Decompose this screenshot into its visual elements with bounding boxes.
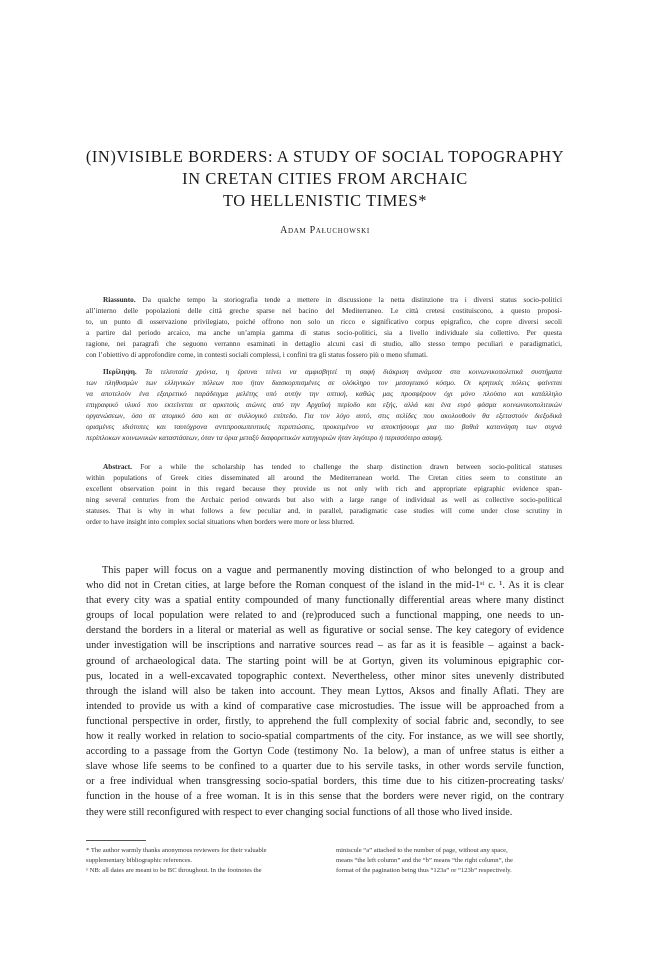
perilipsi-line: να αποτελούν ένα εξαιρετικό παράδειγμα μελέτης υπό αυτήν την οπτική, καθώς μας προσφέρουν όχι μόνο πλούσιο και κατάλληλο	[86, 389, 562, 398]
footnote-line: * The author warmly thanks anonymous reviewers for their valuable	[86, 847, 267, 854]
riassunto-line: all’interno delle popolazioni delle città greche sparse nel bacino del Mediterraneo. Le città cretesi costituiscono, a questo proposi-	[86, 306, 562, 315]
body-line: who did not in Cretan cities, at large before the Roman conquest of the island in the mid-1ˢᵗ c. ¹. As it is clear	[86, 580, 564, 592]
perilipsi-line: των πληθυσμών των ελληνικών πόλεων που ήταν διασκορπισμένες σε ολόκληρο τον μεσογειακό κόσμο. Οι κρητικές πόλεις φαίνεται	[86, 378, 562, 387]
riassunto-line: Riassunto. Da qualche tempo la storiografia tende a mettere in discussione la netta distinzione tra i diversi status socio-politici	[103, 295, 563, 304]
perilipsi-line: επιγραφικό υλικό που εκτείνεται σε αρκετούς αιώνες από την Αρχαϊκή περίοδο και εξής, αλλά και ένα ευρύ φάσμα κοινωνικοπολιτικών	[86, 400, 562, 409]
title-line-3: TO HELLENISTIC TIMES*	[222, 191, 428, 210]
perilipsi-line: οργανώσεων, όσο σε ατομικό όσο και σε συλλογικό επίπεδο. Για τον λόγο αυτό, στις σελίδες που ακολουθούν θα εξεταστούν διεξοδικά	[86, 411, 562, 420]
riassunto-label: Riassunto.	[103, 295, 136, 304]
author-name: Adam Pałuchowski	[280, 225, 370, 236]
footnote-line: format of the pagination being thus “123a” or “123b” respectively.	[336, 867, 512, 874]
footnotes-right-column	[336, 846, 564, 876]
paper-title	[40, 146, 610, 212]
body-line: slave whose life seems to be confined to a quarter due to his servile tasks, in other words servile function,	[86, 761, 564, 773]
body-line: how it really worked in relation to socio-spatial compartments of the city. For instance, as we will see shortly,	[86, 731, 564, 743]
abstract-line: within populations of Greek cities disseminated all around the Mediterranean world. The Cretan cities seem to constitute an	[86, 473, 562, 482]
abstract-line: excellent observation point in this regard because they provide us not only with rich and appropriate epigraphic evidence span-	[86, 484, 562, 493]
riassunto-line: ragione, nei paragrafi che seguono verranno esaminati in dettaglio alcuni casi di studio, allo stesso tempo peculiari e paradigmatici,	[86, 339, 562, 348]
abstract-line: ning several centuries from the Archaic period onwards but also with a large range of individual as well as collective socio-political	[86, 495, 562, 504]
body-paragraph	[86, 563, 564, 820]
footnote-line: miniscule “a” attached to the number of page, without any space,	[336, 847, 508, 854]
footnote-line: means “the left column” and the “b” means “the right column”, the	[336, 857, 513, 864]
body-line: that every city was a spatial entity compounded of many functionally differential areas where many distinct	[86, 595, 564, 607]
riassunto-line: con l’obiettivo di approfondire come, in contesti sociali complessi, i confini tra gli status fossero più o meno sfumati.	[86, 350, 428, 359]
body-line: through the island will also be taken into account. They mean Lyttos, Aksos and finally Aflati. They are	[86, 685, 564, 697]
footnote-line: supplementary bibliographic references.	[86, 857, 193, 864]
perilipsi-line: Περίληψη. Τα τελευταία χρόνια, η έρευνα τείνει να αμφισβητεί τη σαφή διάκριση ανάμεσα στα κοινωνικοπολιτικά συστήματα	[103, 367, 562, 376]
title-line-1: (IN)VISIBLE BORDERS: A STUDY OF SOCIAL TOPOGRAPHY	[85, 147, 565, 166]
body-line: according to a passage from the Gortyn Code (testimony No. 1a below), a man of unfree status is either a	[86, 746, 564, 758]
riassunto-line: to, un punto di osservazione privilegiato, poiché offrono non solo un ricco e significativo corpus epigrafico, che copre diversi secoli	[86, 317, 562, 326]
title-line-2: IN CRETAN CITIES FROM ARCHAIC	[182, 169, 468, 188]
perilipsi-block	[86, 366, 562, 443]
body-line: This paper will focus on a vague and permanently moving distinction of who belonged to a group and	[102, 565, 564, 576]
riassunto-block	[86, 294, 562, 360]
body-line: groups of local population were related to and (re)produced such a functional mapping, one needs to un-	[86, 610, 564, 622]
footnote-divider	[86, 840, 146, 841]
body-line: intended to provide us with a kind of comparative case microstudies. The issue will be approached from a	[86, 700, 564, 712]
body-line: under investigation will be inscriptions and narrative sources read – as far as it is feasible – against a back-	[86, 640, 564, 652]
perilipsi-label: Περίληψη.	[103, 367, 137, 376]
body-line: function in the house of a free woman. It is in this sense that the borders were never rigid, on the contrary	[86, 791, 564, 803]
perilipsi-line: περίπλοκων κοινωνικών καταστάσεων, όταν τα όρια μεταξύ διαφορετικών κατηγοριών ήταν λιγότερο ή περισσότερο ασαφή.	[86, 433, 443, 442]
footnote-line: ¹ NB: all dates are meant to be BC throughout. In the footnotes the	[86, 867, 262, 874]
abstract-line: order to have insight into complex social situations when borders were more or less blurred.	[86, 517, 355, 526]
abstract-block	[86, 461, 562, 527]
footnotes-left-column	[86, 846, 312, 876]
abstract-label: Abstract.	[103, 462, 132, 471]
riassunto-line: a partire dal periodo arcaico, ma anche un’ampia gamma di status socio-politici, sia a livello individuale sia collettivo. Per questa	[86, 328, 562, 337]
perilipsi-line: ορισμένες ιδιότυπες και ταυτόχρονα αντιπροσωπευτικές περιπτώσεις, προκειμένου να αποκτήσουμε μια πιο βαθιά κατανόηση των συχνά	[86, 422, 562, 431]
body-line: derstand the borders in a literal or material as well as figurative or social sense. The key category of evidence	[86, 625, 564, 637]
body-line: pus, located in a well-excavated topographic context. Nevertheless, other minor sites unevenly distributed	[86, 670, 564, 682]
body-line: or a free individual when transgressing socio-spatial borders, this time due to his citizen-procreating tasks/	[86, 776, 564, 788]
abstract-line: statuses. That is why in what follows a few peculiar and, in parallel, paradigmatic case studies will come under close scrutiny in	[86, 506, 562, 515]
body-line: ground of archaeological data. The starting point will be at Gortyn, given its voluminous epigraphic cor-	[86, 655, 564, 667]
body-line: they were still reconfigured with respect to ever changing social functions of all those who lived inside.	[86, 806, 513, 818]
abstract-line: Abstract. For a while the scholarship has tended to challenge the sharp distinction drawn between socio-political statuses	[103, 462, 562, 471]
body-line: functional perspective in order, firstly, to apprehend the full complexity of social fabric and, secondly, to see	[86, 715, 564, 727]
